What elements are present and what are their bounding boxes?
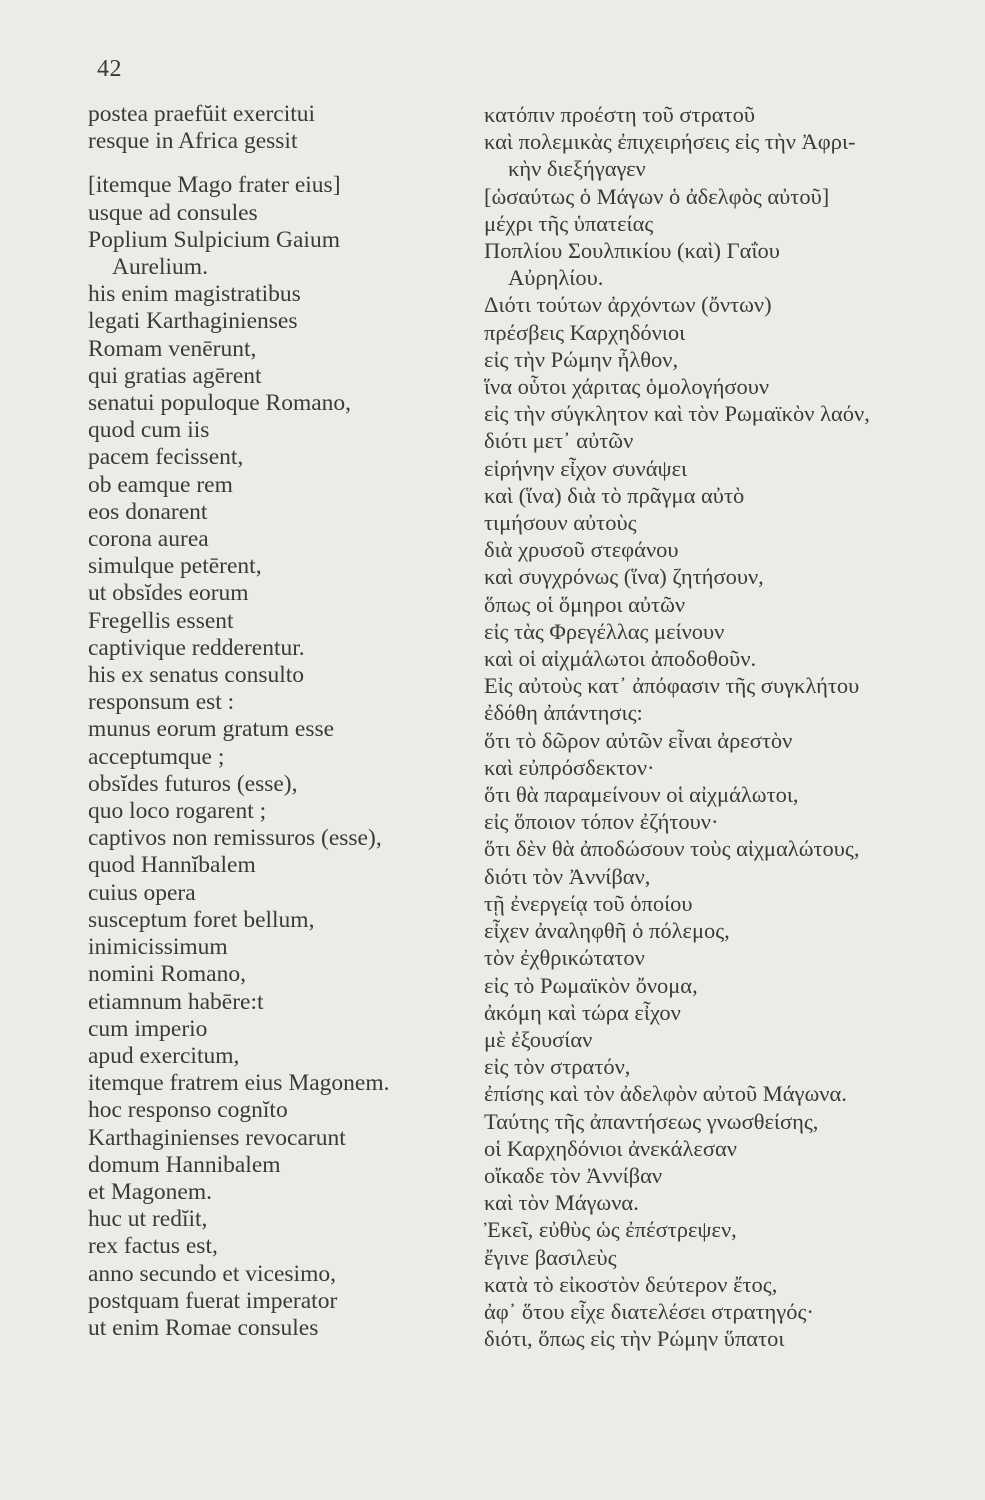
greek-line: ἔγινε βασιλεὺς <box>484 1244 617 1270</box>
latin-line: rex factus est, <box>88 1233 218 1260</box>
greek-translation-column <box>484 101 870 1352</box>
latin-line: Poplium Sulpicium Gaium <box>88 226 340 253</box>
greek-line: Αὐρηλίου. <box>508 265 604 291</box>
greek-line: ὅτι τὸ δῶρον αὐτῶν εἶναι ἀρεστὸν <box>484 727 793 753</box>
latin-line: Fregellis essent <box>88 607 234 634</box>
greek-line: εἶχεν ἀναληφθῆ ὁ πόλεμος, <box>484 918 730 944</box>
latin-line: postea praefŭit exercitui <box>88 101 316 127</box>
greek-line: [ὡσαύτως ὁ Μάγων ὁ ἀδελφὸς αὐτοῦ] <box>484 183 830 209</box>
latin-line: anno secundo et vicesimo, <box>88 1260 336 1287</box>
latin-line: usque ad consules <box>88 199 258 226</box>
greek-line: καὶ τὸν Μάγωνα. <box>484 1190 639 1216</box>
greek-line: ἀκόμη καὶ τώρα εἶχον <box>484 999 681 1025</box>
latin-line: quo loco rogarent ; <box>88 798 267 825</box>
greek-line: κατόπιν προέστη τοῦ στρατοῦ <box>484 102 755 127</box>
latin-line: Romam venērunt, <box>88 335 257 362</box>
latin-line: simulque petērent, <box>88 553 262 580</box>
greek-line: ἐπίσης καὶ τὸν ἀδελφὸν αὐτοῦ Μάγωνα. <box>484 1081 847 1107</box>
latin-line: Aurelium. <box>112 254 208 281</box>
latin-line: legati Karthaginienses <box>88 308 298 335</box>
greek-line: τιμήσουν αὐτοὺς <box>484 510 637 536</box>
greek-line: τῇ ἐνεργείᾳ τοῦ ὁποίου <box>484 890 693 916</box>
greek-line: τὸν ἐχθρικώτατον <box>484 945 645 971</box>
greek-line: διότι μετ᾽ αὐτῶν <box>484 428 634 454</box>
latin-line: pacem fecissent, <box>88 444 244 471</box>
greek-line: Εἰς αὐτοὺς κατ᾽ ἀπόφασιν τῆς συγκλήτου <box>484 673 860 699</box>
greek-line: ἐδόθη ἀπάντησις: <box>484 700 643 726</box>
latin-line: inimicissimum <box>88 934 228 961</box>
latin-line: acceptumque ; <box>88 743 225 770</box>
latin-line: ut enim Romae consules <box>88 1314 319 1341</box>
greek-line: διὰ χρυσοῦ στεφάνου <box>484 537 679 563</box>
latin-line: ob eamque rem <box>88 471 233 498</box>
latin-line: senatui populoque Romano, <box>88 390 352 417</box>
latin-line: huc ut redĭit, <box>88 1206 208 1233</box>
greek-line: εἰς τὴν Ρώμην ἦλθον, <box>484 346 679 372</box>
latin-line: nomini Romano, <box>88 961 246 988</box>
latin-line: hoc responso cognĭto <box>88 1097 288 1124</box>
latin-line: Karthaginienses revocarunt <box>88 1124 346 1151</box>
greek-line: εἰς τὴν σύγκλητον καὶ τὸν Ρωμαϊκὸν λαόν, <box>484 401 870 427</box>
latin-line: munus eorum gratum esse <box>88 716 335 743</box>
greek-line: εἰς τὰς Φρεγέλλας μείνουν <box>484 618 725 644</box>
greek-line: καὶ (ἵνα) διὰ τὸ πρᾶγμα αὐτὸ <box>484 482 745 508</box>
latin-line: his ex senatus consulto <box>88 662 305 689</box>
greek-line: Ἐκεῖ, εὐθὺς ὡς ἐπέστρεψεν, <box>484 1217 737 1243</box>
greek-line: καὶ συγχρόνως (ἵνα) ζητήσουν, <box>484 564 764 590</box>
latin-line: captivos non remissuros (esse), <box>88 825 382 852</box>
greek-line: οἴκαδε τὸν Ἀννίβαν <box>484 1162 663 1188</box>
latin-line: responsum est : <box>88 689 235 716</box>
greek-line: Ταύτης τῆς ἀπαντήσεως γνωσθείσης, <box>484 1108 819 1134</box>
greek-line: ὅτι θὰ παραμείνουν οἱ αἰχμάλωτοι, <box>484 782 799 808</box>
latin-line: resque in Africa gessit <box>88 128 298 155</box>
latin-line: ut obsĭdes eorum <box>88 580 249 607</box>
greek-line: πρέσβεις Καρχηδόνιοι <box>484 319 686 345</box>
latin-line: obsĭdes futuros (esse), <box>88 770 298 797</box>
latin-line: susceptum foret bellum, <box>88 906 315 933</box>
latin-text-column <box>88 101 389 1342</box>
latin-line: eos donarent <box>88 498 208 525</box>
greek-line: ὅπως οἱ ὅμηροι αὐτῶν <box>484 591 686 617</box>
latin-line: quod Hannĭbalem <box>88 852 256 879</box>
page-number: 42 <box>97 56 122 82</box>
greek-line: καὶ πολεμικὰς ἐπιχειρήσεις εἰς τὴν Ἀφρι- <box>484 129 856 155</box>
greek-line: εἰς τὸ Ρωμαϊκὸν ὄνομα, <box>484 972 698 998</box>
latin-line: et Magonem. <box>88 1178 212 1205</box>
latin-line: corona aurea <box>88 526 209 553</box>
latin-line: domum Hannibalem <box>88 1151 281 1178</box>
latin-line: quod cum iis <box>88 417 210 444</box>
latin-line: his enim magistratibus <box>88 281 301 308</box>
greek-line: εἰς ὅποιον τόπον ἐζήτουν· <box>484 809 719 835</box>
latin-line: [itemque Mago frater eius] <box>88 172 341 199</box>
latin-line: captivique redderentur. <box>88 634 305 661</box>
greek-line: ἵνα οὗτοι χάριτας ὁμολογήσουν <box>484 374 770 400</box>
greek-line: καὶ εὐπρόσδεκτον· <box>484 754 655 780</box>
greek-line: μέχρι τῆς ὑπατείας <box>484 210 654 236</box>
greek-line: κατὰ τὸ εἰκοστὸν δεύτερον ἔτος, <box>484 1271 778 1297</box>
greek-line: ὅτι δὲν θὰ ἀποδώσουν τοὺς αἰχμαλώτους, <box>484 836 860 862</box>
latin-line: itemque fratrem eius Magonem. <box>88 1070 390 1097</box>
greek-line: Ποπλίου Σουλπικίου (καὶ) Γαΐου <box>484 238 780 264</box>
latin-line: qui gratias agērent <box>88 362 262 389</box>
latin-line: apud exercitum, <box>88 1042 240 1069</box>
latin-line: postquam fuerat imperator <box>88 1287 338 1314</box>
latin-line: cuius opera <box>88 879 196 906</box>
greek-line: διότι, ὅπως εἰς τὴν Ρώμην ὕπατοι <box>484 1326 785 1352</box>
greek-line: εἰς τὸν στρατόν, <box>484 1054 631 1080</box>
greek-line: μὲ ἐξουσίαν <box>484 1026 593 1052</box>
greek-line: διότι τὸν Ἀννίβαν, <box>484 863 651 889</box>
greek-line: καὶ οἱ αἰχμάλωτοι ἀποδοθοῦν. <box>484 646 757 672</box>
greek-line: Διότι τούτων ἀρχόντων (ὄντων) <box>484 292 772 318</box>
latin-line: etiamnum habēre:t <box>88 988 264 1015</box>
latin-line: cum imperio <box>88 1015 208 1042</box>
greek-line: κὴν διεξήγαγεν <box>508 156 646 182</box>
greek-line: εἰρήνην εἶχον συνάψει <box>484 455 688 481</box>
greek-line: οἱ Καρχηδόνιοι ἀνεκάλεσαν <box>484 1135 737 1161</box>
greek-line: ἀφ᾽ ὅτου εἶχε διατελέσει στρατηγός· <box>484 1298 814 1324</box>
